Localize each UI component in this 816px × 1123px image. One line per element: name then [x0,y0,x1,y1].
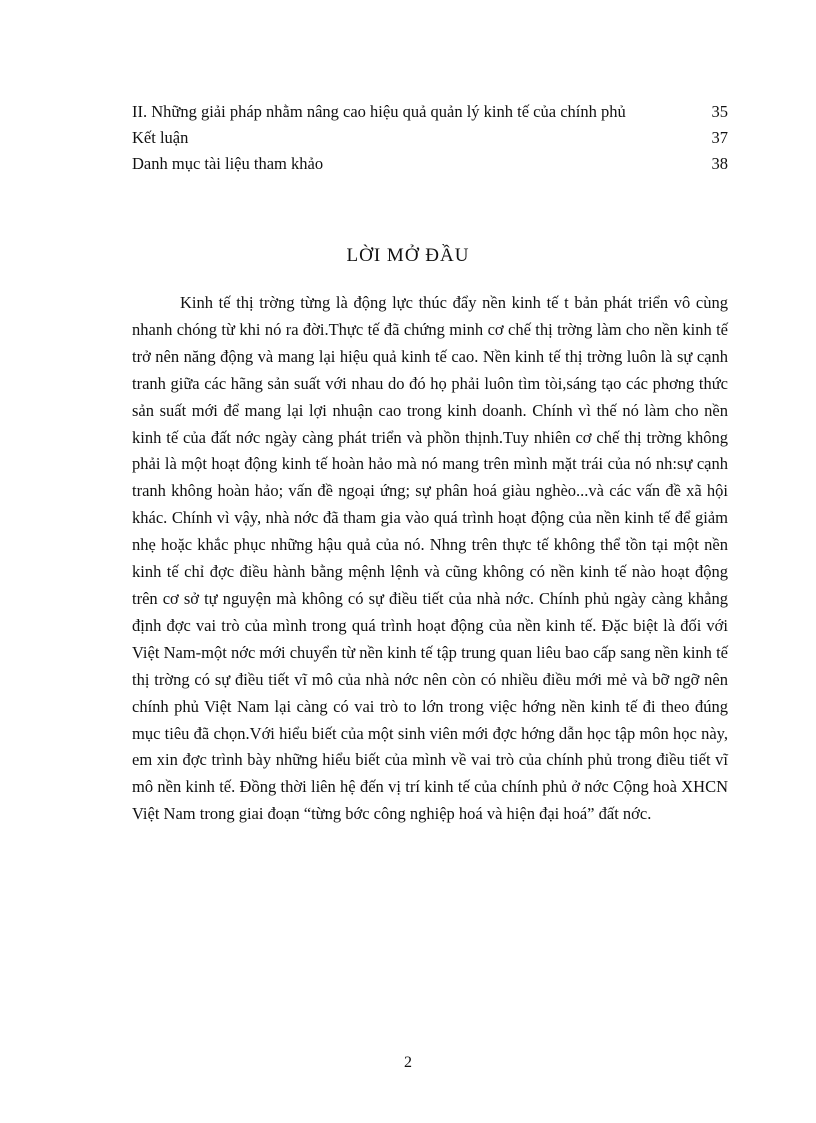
toc-entry-page: 35 [711,102,728,121]
table-of-contents [132,99,728,177]
toc-entry-page: 37 [711,128,728,147]
toc-entry [132,99,728,125]
toc-entry-title: Danh mục tài liệu tham khảo [132,154,324,173]
page-number: 2 [404,1054,412,1071]
toc-entry-title: II. Những giải pháp nhằm nâng cao hiệu quả quản lý kinh tế của chính phủ [132,102,626,121]
toc-entry [132,151,728,177]
section-heading: LỜI MỞ ĐẦU [346,245,470,266]
toc-entry-title: Kết luận [132,128,189,147]
toc-entry [132,125,728,151]
body-paragraph: Kinh tế thị trờng từng là động lực thúc đẩy nền kinh tế t bản phát triển vô cùng nhanh chóng từ khi nó ra đời.Thực tế đã chứng minh cơ chế thị trờng làm cho nền kinh tế trở nên năng động và mang lại hiệu quả kinh tế cao. Nền kinh tế thị trờng luôn là sự cạnh tranh giữa các hãng sản suất với nhau do đó họ phải luôn tìm tòi,sáng tạo các phơng thức sản suất mới để mang lại lợi nhuận cao trong kinh doanh. Chính vì thế nó làm cho nền kinh tế của đất nớc ngày càng phát triển và phồn thịnh.Tuy nhiên cơ chế thị trờng không phải là một hoạt động kinh tế hoàn hảo mà nó mang trên mình mặt trái của nó nh:sự cạnh tranh không hoàn hảo; vấn đề ngoại ứng; sự phân hoá giàu nghèo...và các vấn đề xã hội khác. Chính vì vậy, nhà nớc đã tham gia vào quá trình hoạt động của nền kinh tế để giảm nhẹ hoặc khắc phục những hậu quả của nó. Nhng trên thực tế không thể tồn tại một nền kinh tế chỉ đợc điều hành bằng mệnh lệnh và cũng không có nền kinh tế nào hoạt động trên cơ sở tự nguyện mà không có sự điều tiết của nhà nớc. Chính phủ ngày càng khẳng định đợc vai trò của mình trong quá trình hoạt động của nền kinh tế. Đặc biệt là đối với Việt Nam-một nớc mới chuyển từ nền kinh tế tập trung quan liêu bao cấp sang nền kinh tế thị trờng có sự điều tiết vĩ mô của nhà nớc nên còn có nhiều điều mới mẻ và bỡ ngỡ nên chính phủ Việt Nam lại càng có vai trò to lớn trong việc hớng nền kinh tế đi theo đúng mục tiêu đã chọn.Với hiểu biết của một sinh viên mới đợc hớng dẫn học tập môn học này, em xin đợc trình bày những hiểu biết của mình về vai trò của chính phủ trong điều tiết vĩ mô nền kinh tế. Đồng thời liên hệ đến vị trí kinh tế của chính phủ ở nớc Cộng hoà XHCN Việt Nam trong giai đoạn “từng bớc công nghiệp hoá và hiện đại hoá” đất nớc. [132,293,728,824]
toc-entry-page: 38 [711,154,728,173]
